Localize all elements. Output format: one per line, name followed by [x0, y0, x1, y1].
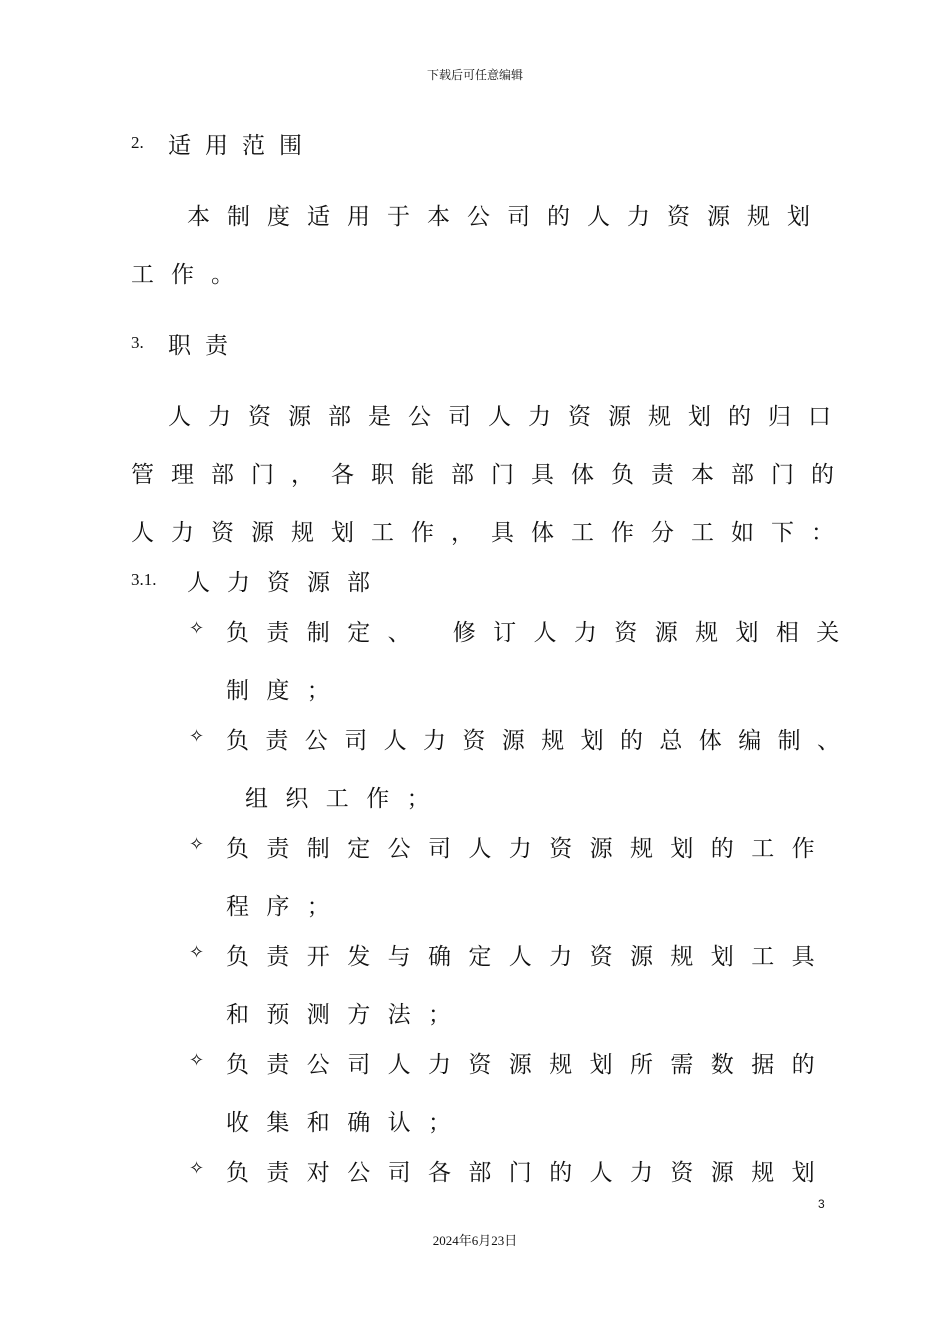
subsection-title: 人力资源部 [187, 570, 387, 596]
bullet-diamond-icon: ✧ [189, 942, 205, 963]
bullet-diamond-icon: ✧ [189, 1050, 205, 1071]
bullet-line: 负责开发与确定人力资源规划工具 [226, 944, 832, 970]
bullet-line: 负责制定、 修订人力资源规划相关 [226, 620, 857, 646]
bullet-line: 和预测方法； [226, 1002, 469, 1028]
bullet-line: 负责对公司各部门的人力资源规划 [226, 1160, 832, 1186]
paragraph-line: 人力资源部是公司人力资源规划的归口 [168, 404, 848, 430]
page-number: 3 [818, 1197, 825, 1211]
paragraph-line: 人力资源规划工作，具体工作分工如下： [131, 520, 851, 546]
bullet-diamond-icon: ✧ [189, 1158, 205, 1179]
bullet-line: 组织工作； [245, 786, 447, 812]
bullet-line: 负责公司人力资源规划所需数据的 [226, 1052, 832, 1078]
bullet-line: 收集和确认； [226, 1110, 469, 1136]
bullet-line: 程序； [226, 894, 348, 920]
bullet-line: 负责制定公司人力资源规划的工作 [226, 836, 832, 862]
section-title: 职责 [168, 333, 242, 359]
bullet-diamond-icon: ✧ [189, 726, 205, 747]
bullet-diamond-icon: ✧ [189, 834, 205, 855]
page-header: 下载后可任意编辑 [426, 68, 523, 82]
paragraph-line: 工作。 [131, 262, 251, 288]
paragraph-line: 管理部门，各职能部门具体负责本部门的 [131, 462, 851, 488]
section-title: 适用范围 [168, 133, 316, 159]
section-number: 2. [131, 133, 144, 152]
bullet-line: 负责公司人力资源规划的总体编制、 [226, 728, 857, 754]
bullet-line: 制度； [226, 678, 348, 704]
paragraph-line: 本制度适用于本公司的人力资源规划 [187, 204, 827, 230]
page-footer-date: 2024年6月23日 [432, 1233, 518, 1248]
section-number: 3. [131, 333, 144, 352]
subsection-number: 3.1. [131, 570, 157, 589]
bullet-diamond-icon: ✧ [189, 618, 205, 639]
